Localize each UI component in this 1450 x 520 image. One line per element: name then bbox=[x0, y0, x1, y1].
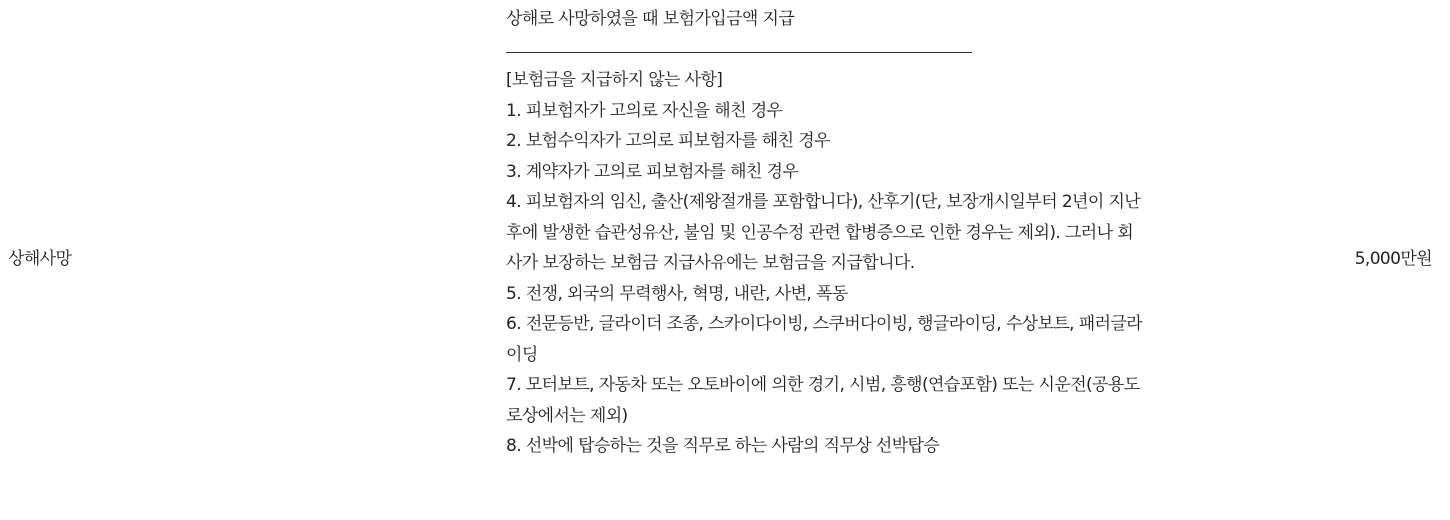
exclusion-item: 5. 전쟁, 외국의 무력행사, 혁명, 내란, 사변, 폭동 bbox=[506, 283, 848, 304]
coverage-detail bbox=[506, 4, 1146, 462]
exclusion-list bbox=[506, 96, 1146, 462]
coverage-name: 상해사망 bbox=[8, 249, 72, 269]
exclusion-header: [보험금을 지급하지 않는 사항] bbox=[506, 70, 723, 90]
exclusion-item: 7. 모터보트, 자동차 또는 오토바이에 의한 경기, 시범, 흥행(연습포함) 또는 시운전(공용도로상에서는 제외) bbox=[506, 375, 1140, 426]
exclusion-item: 3. 계약자가 고의로 피보험자를 해친 경우 bbox=[506, 161, 799, 182]
exclusion-item: 8. 선박에 탑승하는 것을 직무로 하는 사람의 직무상 선박탑승 bbox=[506, 436, 940, 456]
benefit-description: 상해로 사망하였을 때 보험가입금액 지급 bbox=[506, 9, 795, 29]
exclusion-item: 6. 전문등반, 글라이더 조종, 스카이다이빙, 스쿠버다이빙, 행글라이딩, 수상보트, 패러글라이딩 bbox=[506, 314, 1143, 365]
exclusion-item: 1. 피보험자가 고의로 자신을 해친 경우 bbox=[506, 100, 783, 121]
coverage-amount: 5,000만원 bbox=[1354, 249, 1432, 269]
exclusion-item: 2. 보험수익자가 고의로 피보험자를 해친 경우 bbox=[506, 131, 830, 151]
separator-line bbox=[506, 35, 972, 66]
exclusion-item: 4. 피보험자의 임신, 출산(제왕절개를 포함합니다), 산후기(단, 보장개시일부터 2년이 지난 후에 발생한 습관성유산, 불임 및 인공수정 관련 합병증으로 인한 경우는 제외). 그러나 회사가 보장하는 보험금 지급사유에는 보험금을 지급합니다. bbox=[506, 192, 1141, 273]
